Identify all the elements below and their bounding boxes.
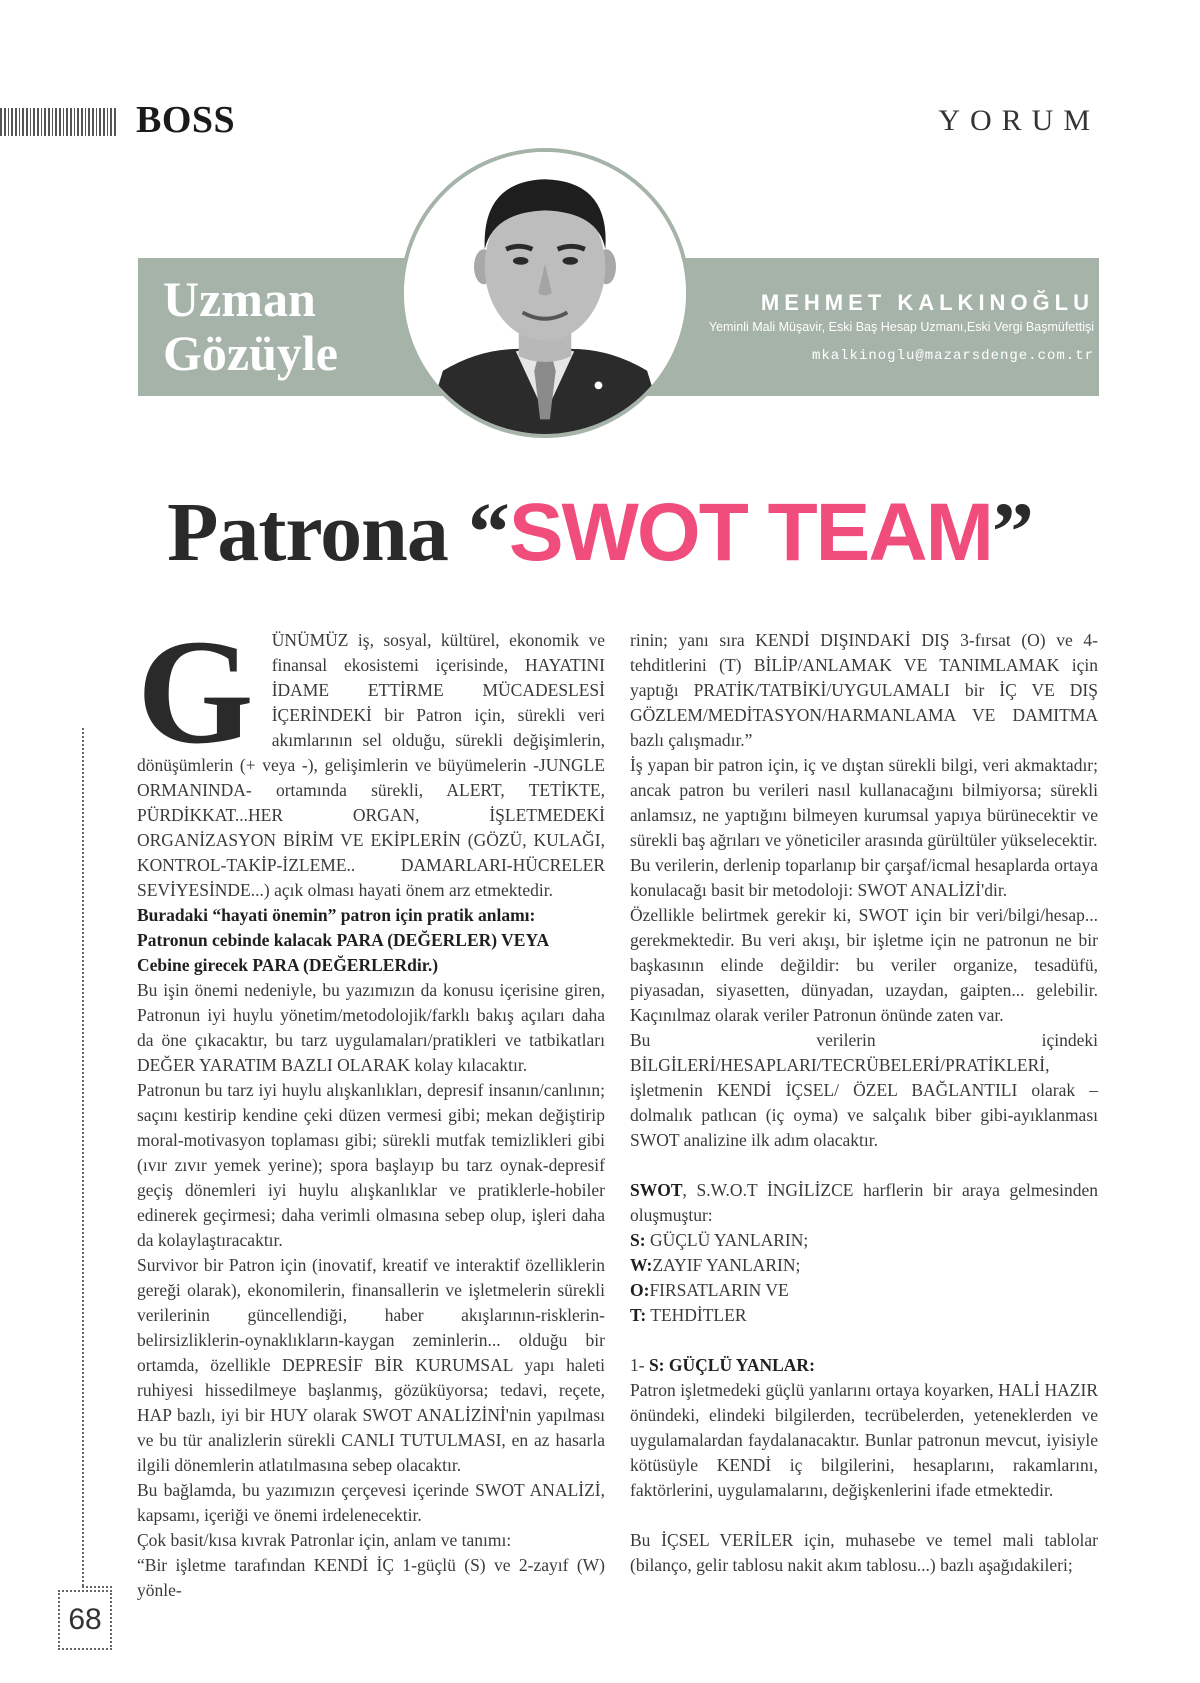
swot-value: TEHDİTLER xyxy=(646,1305,747,1325)
headline-prefix: Patrona “ xyxy=(167,486,509,579)
emphasis-line: Cebine girecek PARA (DEĞERLERdir.) xyxy=(137,955,439,975)
swot-term: SWOT xyxy=(630,1180,683,1200)
paragraph: Bu verilerin, derlenip toparlanıp bir çarşaf/icmal hesaplarda ortaya konulacağı basit bir metodoloji: SWOT ANALİZİ'dir. xyxy=(630,855,1098,900)
subheading xyxy=(630,1353,1098,1378)
paragraph: Bu verilerin içindeki BİLGİLERİ/HESAPLARI/TECRÜBELERİ/PRATİKLERİ, işletmenin KENDİ İÇSEL/ ÖZEL BAĞLANTILI olarak –dolmalık patlıcan (iç oyma) ve salçalık biber gibi-ayıklanması SWOT analizine ilk adım olacaktır. xyxy=(630,1030,1098,1150)
author-portrait-icon xyxy=(404,152,686,434)
drop-cap: G xyxy=(137,609,254,775)
author-portrait xyxy=(400,148,690,438)
headline-suffix: ” xyxy=(991,486,1033,579)
paragraph: Survivor bir Patron için (inovatif, kreatif ve interaktif özelliklerin gereği olarak), ekonomilerin, finansallerin ve işletmelerin sürekli verilerinin güncellendiği, haber akışlarının-risklerin-belirsizliklerin-oynaklıkların-kaygan zeminlerin... olduğu bir ortamda, özellikle DEPRESİF BİR KURUMSAL yapı haleti ruhiyesi hissedilmeye başlanmış, gözüküyorsa; tedavi, reçete, HAP bazlı, iyi bir HUY olarak SWOT ANALİZİNİ'nin yapılması ve bu tür analizlerin sürekli CANLI TUTULMASI, en az hasarla ilgili dönemlerin atlatılmasına sebep olacaktır. xyxy=(137,1255,605,1475)
section-label: YORUM xyxy=(938,104,1100,137)
swot-key: O: xyxy=(630,1280,650,1300)
column-title xyxy=(163,272,338,380)
paragraph: Çok basit/kısa kıvrak Patronlar için, anlam ve tanımı: xyxy=(137,1530,512,1550)
paragraph: Bu işin önemi nedeniyle, bu yazımızın da konusu içerisine giren, Patronun iyi huylu yönetim/metodolojik/farklı bakış açıları daha da öne çıkacaktır, bu tarz uygulamaları/pratikleri ve tatbikatları DEĞER YARATIM BAZLI OLARAK kolay kılacaktır. xyxy=(137,980,605,1075)
page-number-box xyxy=(58,1590,112,1650)
swot-item-w xyxy=(630,1253,1098,1278)
author-title: Yeminli Mali Müşavir, Eski Baş Hesap Uzmanı,Eski Vergi Başmüfettişi xyxy=(708,320,1094,334)
spacer xyxy=(630,1328,1098,1353)
paragraph: “Bir işletme tarafından KENDİ İÇ 1-güçlü (S) ve 2-zayıf (W) yönle- xyxy=(137,1555,605,1600)
author-name: MEHMET KALKINOĞLU xyxy=(760,290,1094,315)
swot-value: FIRSATLARIN VE xyxy=(649,1280,789,1300)
emphasis-line: Patronun cebinde kalacak PARA (DEĞERLER) VEYA xyxy=(137,930,550,950)
article-headline xyxy=(0,484,1200,581)
swot-key: S: xyxy=(630,1230,646,1250)
swot-item-s xyxy=(630,1228,1098,1253)
emphasis-line: Buradaki “hayati önemin” patron için pratik anlamı: xyxy=(137,905,536,925)
page-side-rule xyxy=(82,728,84,1586)
paragraph: Bu bağlamda, bu yazımızın çerçevesi içerinde SWOT ANALİZİ, kapsamı, içeriği ve önemi irdelenecektir. xyxy=(137,1480,605,1525)
subheading-number: 1- xyxy=(630,1355,649,1375)
spacer xyxy=(630,1503,1098,1528)
page-rule-connector xyxy=(82,1586,112,1588)
page-number: 68 xyxy=(68,1603,102,1636)
paragraph: İş yapan bir patron için, iç ve dıştan sürekli bilgi, veri akmaktadır; ancak patron bu verileri nasıl kullanacağını bilmiyorsa; sürekli anlamsız, ne yaptığını bilmeyen kurumsal yapıya bürünecektir ve sürekli baş ağrıları ve yöneticiler arasında gürültüler yükselecektir. xyxy=(630,755,1098,850)
magazine-brand: BOSS xyxy=(136,99,236,141)
spacer xyxy=(630,1153,1098,1178)
column-title-line1: Uzman xyxy=(163,271,316,327)
swot-intro-text: , S.W.O.T İNGİLİZCE harflerin bir araya gelmesinden oluşmuştur: xyxy=(630,1180,1098,1225)
barcode-ornament xyxy=(0,108,124,136)
swot-intro xyxy=(630,1178,1098,1228)
swot-item-o xyxy=(630,1278,1098,1303)
author-email[interactable]: mkalkinoglu@mazarsdenge.com.tr xyxy=(811,348,1094,364)
swot-value: GÜÇLÜ YANLARIN; xyxy=(645,1230,809,1250)
swot-item-t xyxy=(630,1303,1098,1328)
paragraph: Bu İÇSEL VERİLER için, muhasebe ve temel mali tablolar (bilanço, gelir tablosu nakit akım tablosu...) bazlı aşağıdakileri; xyxy=(630,1530,1098,1575)
column-title-line2: Gözüyle xyxy=(163,325,338,381)
article-column-left xyxy=(137,609,605,1603)
article-column-right xyxy=(630,628,1098,1578)
subheading-text: S: GÜÇLÜ YANLAR: xyxy=(648,1355,815,1375)
swot-value: ZAYIF YANLARIN; xyxy=(652,1255,801,1275)
paragraph: Patronun bu tarz iyi huylu alışkanlıkları, depresif insanın/canlının; saçını kestirip kendine çeki düzen vermesi gibi; mekan değiştirip moral-motivasyon toplaması gibi; sürekli mutfak temizlikleri gibi (ıvır zıvır yemek yerine); spora başlayıp bu tarz oynak-depresif geçiş dönemleri iyi huylu alışkanlıklar ve pratiklerle-hobiler edinerek geçirmesi; daha verimli olmasına sebep olup, işleri daha da kolaylaştıracaktır. xyxy=(137,1080,605,1250)
paragraph: Patron işletmedeki güçlü yanlarını ortaya koyarken, HALİ HAZIR önündeki, elindeki bilgilerden, tecrübelerden, yeteneklerden ve uygulamalardan faydalanacaktır. Bunlar patronun mevcut, iyisiyle kötüsüyle KENDİ iç bilgilerini, hesaplarını, rakamlarını, faktörlerini, uygulamalarını, değişkenlerini ifade etmektedir. xyxy=(630,1380,1098,1500)
paragraph: ÜNÜMÜZ iş, sosyal, kültürel, ekonomik ve finansal ekosistemi içerisinde, HAYATINI İDAME ETTİRME MÜCADESLESİ İÇERİNDEKİ bir Patron için, sürekli veri akımlarının sel olduğu, sürekli değişimlerin, dönüşümlerin (+ veya -), gelişimlerin ve büyümelerin -JUNGLE ORMANINDA- ortamında sürekli, ALERT, TETİKTE, PÜRDİKKAT...HER ORGAN, İŞLETMEDEKİ ORGANİZASYON BİRİM VE EKİPLERİN (GÖZÜ, KULAĞI, KONTROL-TAKİP-İZLEME.. DAMARLARI-HÜCRELER SEVİYESİNDE...) açık olması hayati önem arz etmektedir. xyxy=(137,630,605,900)
headline-accent: SWOT TEAM xyxy=(508,487,992,578)
paragraph: Özellikle belirtmek gerekir ki, SWOT için bir veri/bilgi/hesap... gerekmektedir. Bu veri akışı, bir işletme için ne patronun ne bir başkasının elinde değildir: bu veriler organize, tesadüfü, piyasadan, siyasetten, dünyadan, uzaydan, gaipten... gelebilir. Kaçınılmaz olarak veriler Patronun önünde zaten var. xyxy=(630,905,1098,1025)
swot-key: W: xyxy=(630,1255,653,1275)
paragraph: rinin; yanı sıra KENDİ DIŞINDAKİ DIŞ 3-fırsat (O) ve 4-tehditlerini (T) BİLİP/ANLAMAK VE TANIMLAMAK için yaptığı PRATİK/TATBİKİ/UYGULAMALI bir İÇ VE DIŞ GÖZLEM/MEDİTASYON/HARMANLAMA VE DAMITMA bazlı çalışmadır.” xyxy=(630,630,1098,750)
swot-key: T: xyxy=(630,1305,647,1325)
